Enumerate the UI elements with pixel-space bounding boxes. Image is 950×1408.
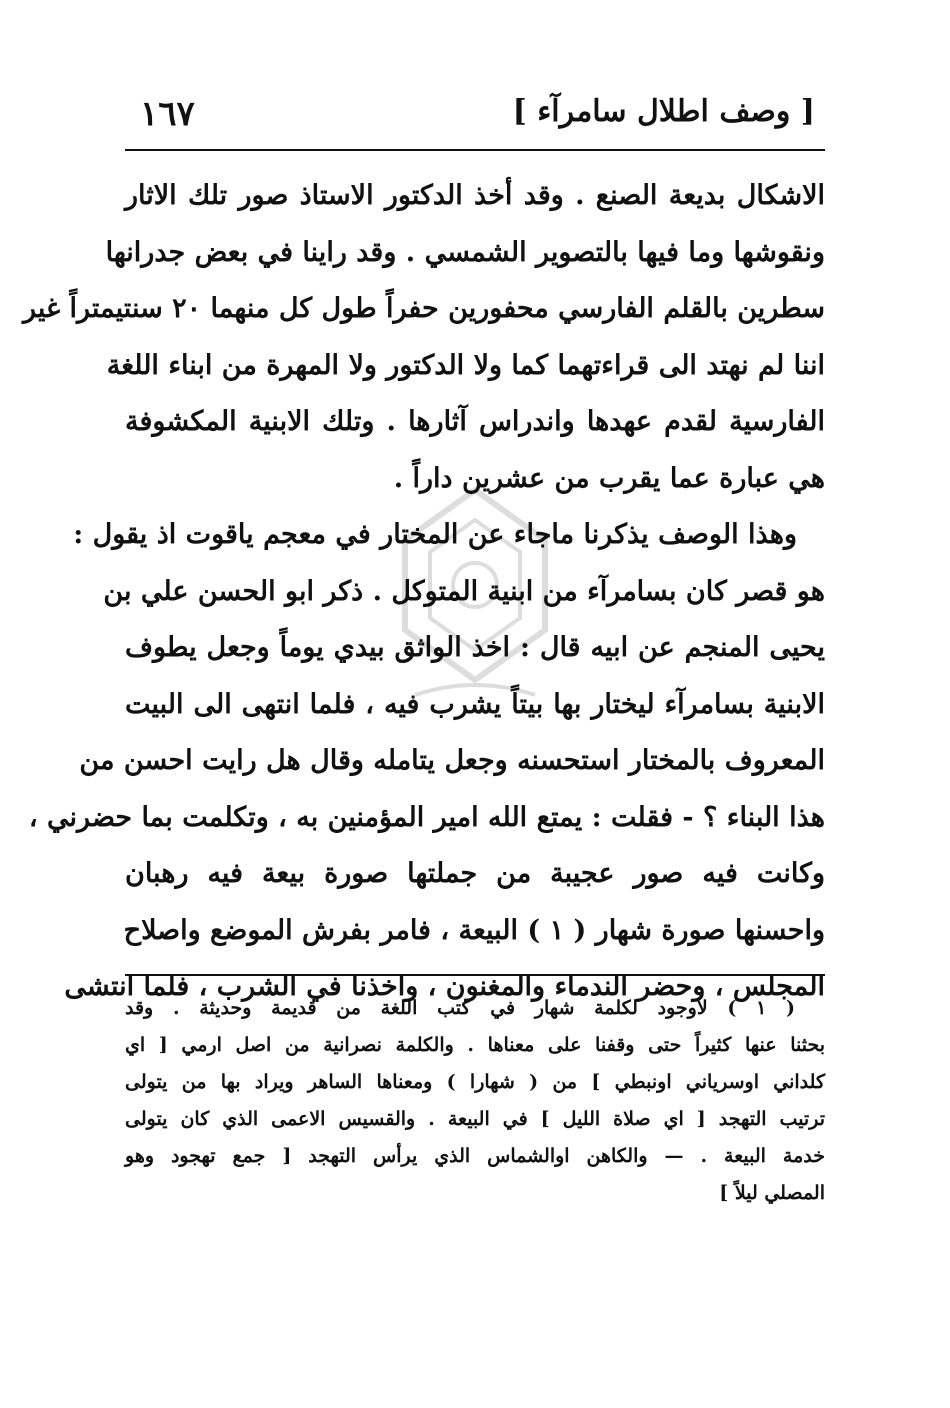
text-line: هو قصر كان بسامرآء من ابنية المتوكل . ذكر ابو الحسن علي بن [103,575,825,607]
footnote [125,990,825,1212]
footnote-line: كلداني اوسرياني اونبطي ] من ( شهارا ) ومعناها الساهر ويراد بها من يتولى [125,1071,825,1093]
main-text [22,168,825,1016]
text-line: المعروف بالمختار استحسنه وجعل يتامله وقال هل رايت احسن من [79,745,825,776]
footnote-rule [125,974,825,976]
text-line: وهذا الوصف يذكرنا ماجاء عن المختار في معجم ياقوت اذ يقول : [73,519,797,550]
text-line: الاشكال بديعة الصنع . وقد أخذ الدكتور الاستاذ صور تلك الاثار [125,180,825,211]
text-line: يحيى المنجم عن ابيه قال : اخذ الواثق بيدي يوماً وجعل يطوف [125,632,825,663]
footnote-line: خدمة البيعة . — والكاهن اوالشماس الذي يرأس التهجد [ جمع تهجود وهو [125,1145,825,1167]
text-line: وكانت فيه صور عجيبة من جملتها صورة بيعة فيه رهبان [125,858,825,889]
text-line: هي عبارة عما يقرب من عشرين داراً . [393,462,825,494]
running-title: [ وصف اطلال سامرآء ] [512,94,815,129]
text-line: ونقوشها وما فيها بالتصوير الشمسي . وقد راينا في بعض جدرانها [105,236,825,268]
footnote-line: المصلي ليلاً ] [719,1182,825,1204]
footnote-line: ( ١ ) لاوجود لكلمة شهار في كتب اللغة من قديمة وحديثة . وقد [125,997,795,1019]
page-number: ١٦٧ [140,94,195,134]
text-line: الفارسية لقدم عهدها واندراس آثارها . وتلك الابنية المكشوفة [125,406,825,437]
text-line: واحسنها صورة شهار ( ١ ) البيعة ، فامر بفرش الموضع واصلاح [123,914,825,946]
page-header [125,92,825,142]
footnote-line: بحثنا عنها كثيراً حتى وقفنا على معناها . والكلمة نصرانية من اصل ارمي [ اي [125,1034,825,1056]
footnote-line: ترتيب التهجد [ اي صلاة الليل ] في البيعة . والقسيس الاعمى الذي كان يتولى [125,1108,825,1130]
text-line: اننا لم نهتد الى قراءتهما كما ولا الدكتور ولا المهرة من ابناء اللغة [106,349,825,381]
text-line: الابنية بسامرآء ليختار بها بيتاً يشرب فيه ، فلما انتهى الى البيت [125,688,825,720]
header-rule [125,149,825,151]
text-line: هذا البناء ؟ - فقلت : يمتع الله امير المؤمنين به ، وتكلمت بما حضرني ، [28,801,825,833]
text-line: المجلس ، وحضر الندماء والمغنون ، واخذنا في الشرب ، فلما انتشى [64,971,825,1002]
text-line: سطرين بالقلم الفارسي محفورين حفراً طول كل منهما ٢٠ سنتيمتراً غير [22,293,825,324]
